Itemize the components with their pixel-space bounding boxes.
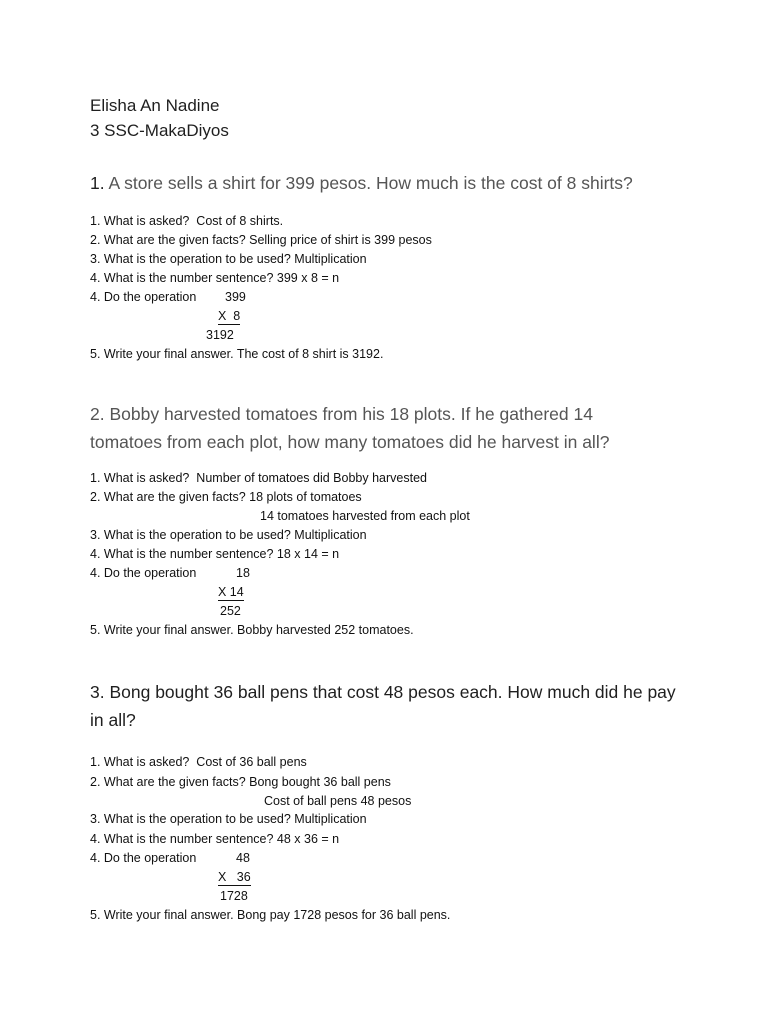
problem-1-product: 3192 xyxy=(206,328,234,342)
problem-1-multiplier: X 8 xyxy=(218,309,241,323)
problem-2-product: 252 xyxy=(220,604,241,618)
problem-2-multiplier: X 14 xyxy=(218,585,244,599)
problem-3-do-label: 4. Do the operation xyxy=(90,851,197,865)
problem-1-question xyxy=(90,169,690,197)
problem-2-answer: 5. Write your final answer. Bobby harvested 252 tomatoes. xyxy=(90,623,414,637)
problem-2-operation: 3. What is the operation to be used? Multiplication xyxy=(90,528,367,542)
problem-3-product: 1728 xyxy=(220,889,248,903)
problem-1-operation: 3. What is the operation to be used? Multiplication xyxy=(90,252,367,266)
problem-3-facts-continued: Cost of ball pens 48 pesos xyxy=(264,794,412,808)
problem-1-sentence: 4. What is the number sentence? 399 x 8 = n xyxy=(90,271,340,285)
problem-1-asked: 1. What is asked? Cost of 8 shirts. xyxy=(90,214,284,228)
student-name: Elisha An Nadine xyxy=(90,96,220,115)
problem-1-answer: 5. Write your final answer. The cost of 8 shirt is 3192. xyxy=(90,347,384,361)
problem-1-do-label: 4. Do the operation xyxy=(90,290,197,304)
problem-3-sentence: 4. What is the number sentence? 48 x 36 = n xyxy=(90,832,340,846)
problem-3-answer: 5. Write your final answer. Bong pay 1728 pesos for 36 ball pens. xyxy=(90,908,451,922)
student-section: 3 SSC-MakaDiyos xyxy=(90,121,229,140)
problem-2-sentence: 4. What is the number sentence? 18 x 14 = n xyxy=(90,547,340,561)
problem-3-multiplicand: 48 xyxy=(236,851,250,865)
problem-2-multiplicand: 18 xyxy=(236,566,250,580)
problem-2-do-label: 4. Do the operation xyxy=(90,566,197,580)
problem-1-facts: 2. What are the given facts? Selling price of shirt is 399 pesos xyxy=(90,233,432,247)
problem-3-operation: 3. What is the operation to be used? Multiplication xyxy=(90,812,367,826)
problem-3-asked: 1. What is asked? Cost of 36 ball pens xyxy=(90,755,307,769)
problem-1-multiplicand: 399 xyxy=(225,290,246,304)
problem-1-question-text: A store sells a shirt for 399 pesos. How much is the cost of 8 shirts? xyxy=(108,173,633,193)
problem-3-question: 3. Bong bought 36 ball pens that cost 48 pesos each. How much did he pay in all? xyxy=(90,682,676,730)
problem-3-multiplier: X 36 xyxy=(218,870,251,884)
problem-2-asked: 1. What is asked? Number of tomatoes did Bobby harvested xyxy=(90,471,427,485)
problem-2-question: 2. Bobby harvested tomatoes from his 18 plots. If he gathered 14 tomatoes from each plot, how many tomatoes did he harvest in all? xyxy=(90,404,610,452)
problem-2-facts: 2. What are the given facts? 18 plots of tomatoes xyxy=(90,490,362,504)
problem-2-facts-continued: 14 tomatoes harvested from each plot xyxy=(260,509,470,523)
problem-1-number: 1. xyxy=(90,173,105,193)
problem-3-facts: 2. What are the given facts? Bong bought 36 ball pens xyxy=(90,775,391,789)
